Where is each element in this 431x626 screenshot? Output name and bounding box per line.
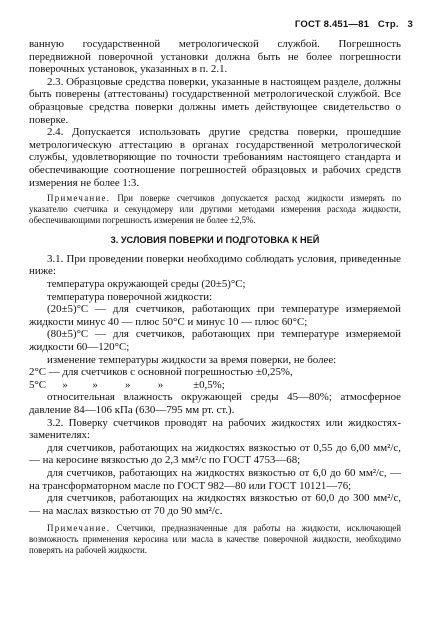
viscosity-range-3: для счетчиков, работающих на жидкостях вязкостью от 60,0 до 300 мм²/с, — на маслах вязкостью от 70 до 90 мм²/с. <box>29 492 401 517</box>
page-label: Стр. <box>377 19 399 30</box>
note-text: Счетчики, предназначенные для работы на жидкости, исключающей возможность применения керосина или масла в качестве поверочной жидкости, необходимо поверять на рабочей жидкости. <box>29 523 401 556</box>
note-label: Примечание. <box>47 523 111 534</box>
condition-5c: 5°С » » » » ±0,5%; <box>29 378 225 391</box>
paragraph-2-4: 2.4. Допускается использовать другие средства поверки, прошедшие метрологическую аттестацию в органах государственной метрологической службы, удовлетворяющие по точности требованиям настоящего стандарта и обеспечивающие соотношение погрешностей образцовых и рабочих средств измерения не более 1:3. <box>29 126 401 189</box>
paragraph-2-3: 2.3. Образцовые средства поверки, указанные в настоящем разделе, должны быть поверены (аттестованы) государственной метрологической службой. Все образцовые средства поверки должны иметь действующее свидетельство о поверке. <box>29 75 401 126</box>
condition-liquid-temp: температура поверочной жидкости: <box>47 290 213 303</box>
page-body <box>29 38 401 556</box>
condition-humidity: относительная влажность окружающей среды 45—80%; атмосферное давление 84—106 кПа (630—795 мм рт. ст.). <box>29 391 401 416</box>
note-1 <box>29 193 401 226</box>
section-title: 3. УСЛОВИЯ ПОВЕРКИ И ПОДГОТОВКА К НЕЙ <box>110 234 320 245</box>
condition-temp-change: изменение температуры жидкости за время поверки, не более: <box>47 353 337 366</box>
viscosity-range-1: для счетчиков, работающих на жидкостях вязкостью от 0,55 до 6,00 мм²/с, — на керосине вязкостью до 2,3 мм²/с по ГОСТ 4753—68; <box>29 441 401 467</box>
note-text: При поверке счетчиков допускается расход жидкости измерять по указателю счетчика и секундомеру или другими методами измерения расхода жидкости, обеспечивающими погрешность измерения не более ±2,5%. <box>29 193 402 225</box>
page-number: 3 <box>407 19 413 30</box>
page-header <box>289 19 413 30</box>
viscosity-range-2: для счетчиков, работающих на жидкостях вязкостью от 6,0 до 60 мм²/с, — на трансформаторном масле по ГОСТ 982—80 или ГОСТ 10121—76; <box>29 466 401 492</box>
condition-temp-a: (20±5)°С — для счетчиков, работающих при температуре измеряемой жидкости минус 40 — плюс 50°С и минус 10 — плюс 60°С; <box>29 303 401 328</box>
note-label: Примечание. <box>47 193 111 204</box>
condition-temp-b: (80±5)°С — для счетчиков, работающих при температуре измеряемой жидкости 60—120°С; <box>29 328 401 353</box>
paragraph-3-1: 3.1. При проведении поверки необходимо соблюдать условия, приведенные ниже: <box>29 252 401 278</box>
note-2 <box>29 523 401 556</box>
gost-number: ГОСТ 8.451—81 <box>294 19 370 30</box>
paragraph-3-2: 3.2. Поверку счетчиков проводят на рабочих жидкостях или жидкостях-заменителях: <box>29 416 401 442</box>
condition-2c: 2°С — для счетчиков с основной погрешностью ±0,25%, <box>29 366 293 379</box>
paragraph-continued: ванную государственной метрологической службой. Погрешность передвижной поверочной установки должна быть не более погрешности поверочных установок, указанных в п. 2.1. <box>29 38 401 76</box>
condition-env-temp: температура окружающей среды (20±5)°С; <box>47 278 246 291</box>
